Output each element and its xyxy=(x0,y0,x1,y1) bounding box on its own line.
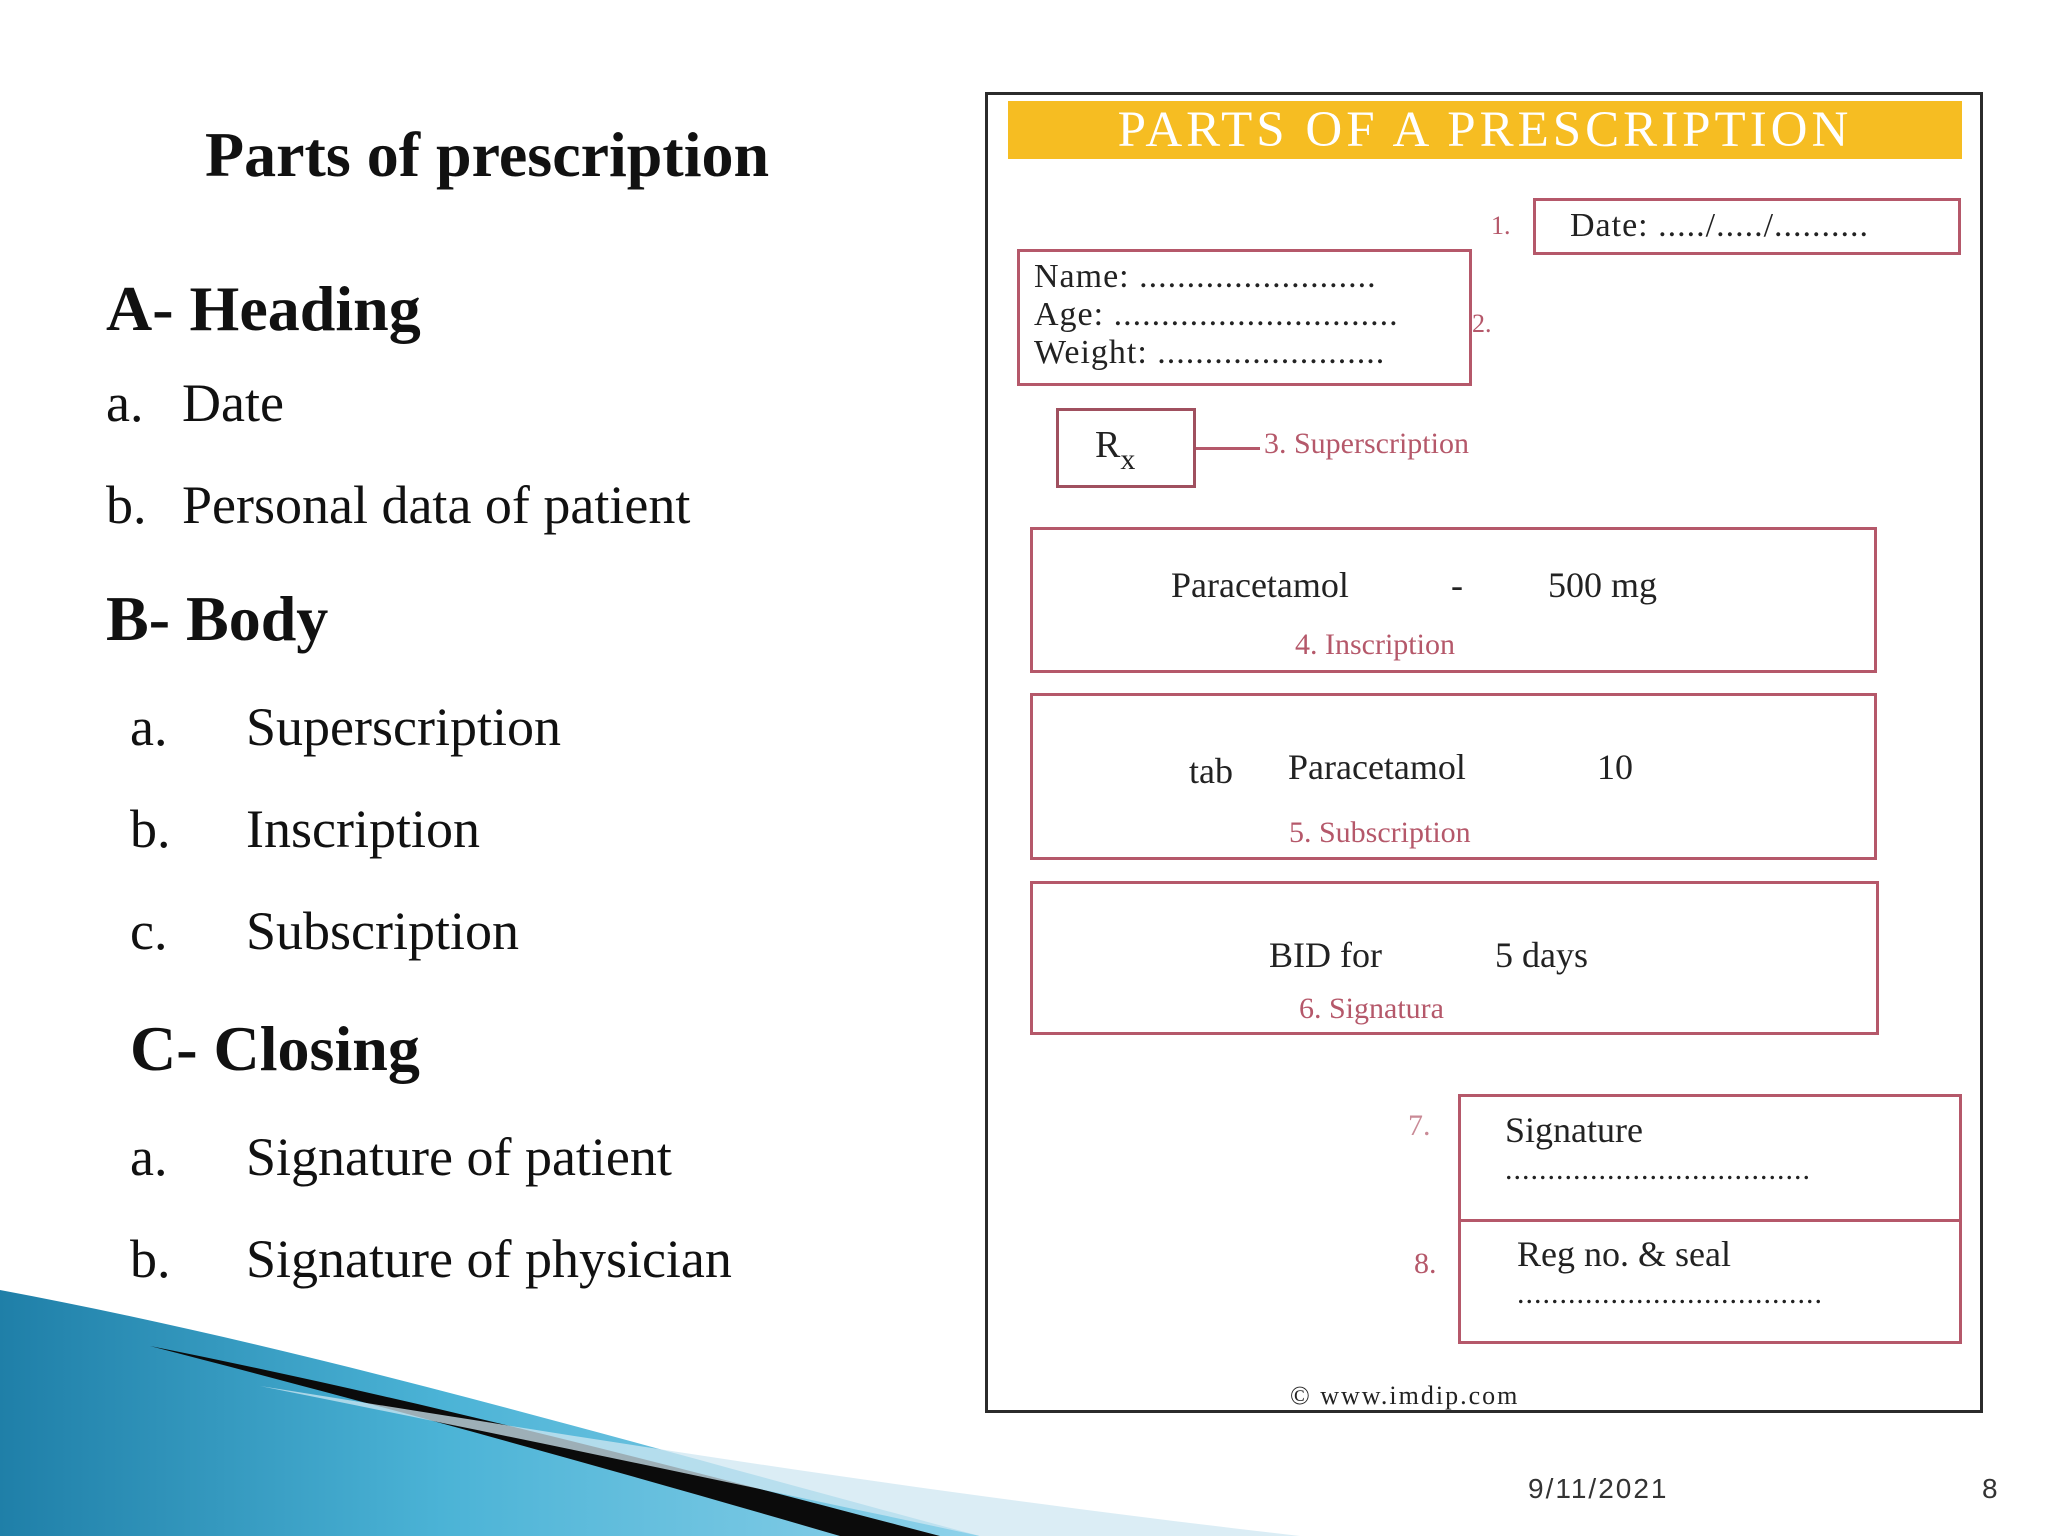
item-text: Signature of physician xyxy=(246,1229,732,1289)
patient-data-box xyxy=(1017,249,1472,386)
age-field: Age: .............................. xyxy=(1034,296,1399,333)
rx-connector-line xyxy=(1196,447,1260,450)
subscription-box xyxy=(1030,693,1877,860)
signature-number: 7. xyxy=(1408,1109,1431,1142)
decorative-swoosh xyxy=(0,1290,1300,1536)
subscription-drug: Paracetamol xyxy=(1288,747,1466,787)
inscription-box xyxy=(1030,527,1877,673)
rx-symbol xyxy=(1095,423,1136,476)
prescription-figure xyxy=(985,92,1983,1413)
reg-number: 8. xyxy=(1414,1247,1437,1280)
item-letter: b. xyxy=(106,475,147,535)
item-letter: a. xyxy=(130,1127,168,1187)
rx-box xyxy=(1056,408,1196,488)
section-heading-title: A- Heading xyxy=(106,273,421,344)
body-item-superscription xyxy=(130,696,561,758)
item-letter: c. xyxy=(130,901,168,961)
inscription-dash: - xyxy=(1451,565,1463,605)
item-letter: b. xyxy=(130,799,171,859)
item-text: Superscription xyxy=(246,697,561,757)
inscription-dose: 500 mg xyxy=(1548,565,1658,605)
figure-banner: PARTS OF A PRESCRIPTION xyxy=(1008,101,1962,159)
rx-x: x xyxy=(1120,443,1136,476)
body-item-subscription xyxy=(130,900,519,962)
signatura-box xyxy=(1030,881,1879,1035)
name-field: Name: ......................... xyxy=(1034,258,1377,295)
closing-box xyxy=(1458,1094,1962,1344)
reg-seal-dots: .................................... xyxy=(1517,1277,1823,1310)
body-item-inscription xyxy=(130,798,480,860)
subscription-label: 5. Subscription xyxy=(1289,816,1471,849)
figure-credit: © www.imdip.com xyxy=(1290,1381,1520,1410)
inscription-label: 4. Inscription xyxy=(1295,628,1455,661)
signature-label: Signature xyxy=(1505,1110,1643,1150)
closing-item-patient-signature xyxy=(130,1126,672,1188)
signature-dots: .................................... xyxy=(1505,1153,1811,1186)
item-letter: a. xyxy=(130,697,168,757)
signatura-label: 6. Signatura xyxy=(1299,992,1444,1025)
heading-item-personal-data xyxy=(106,474,690,536)
subscription-quantity: 10 xyxy=(1597,747,1633,787)
signatura-frequency: BID for xyxy=(1269,935,1382,975)
item-text: Subscription xyxy=(246,901,520,961)
personal-data-number: 2. xyxy=(1472,309,1492,338)
item-letter: a. xyxy=(106,373,144,433)
item-text: Date xyxy=(182,373,284,433)
subscription-form: tab xyxy=(1189,751,1233,791)
inscription-drug: Paracetamol xyxy=(1171,565,1349,605)
page-number: 8 xyxy=(1982,1473,1998,1504)
section-closing-title: C- Closing xyxy=(130,1013,420,1084)
footer-date: 9/11/2021 xyxy=(1528,1473,1669,1504)
signatura-duration: 5 days xyxy=(1495,935,1588,975)
closing-divider xyxy=(1461,1219,1959,1222)
item-text: Signature of patient xyxy=(246,1127,672,1187)
section-body-title: B- Body xyxy=(106,583,329,654)
date-field: Date: ...../...../.......... xyxy=(1570,207,1870,244)
superscription-label: 3. Superscription xyxy=(1264,427,1469,460)
item-text: Inscription xyxy=(246,799,480,859)
rx-r: R xyxy=(1095,424,1121,466)
date-number: 1. xyxy=(1491,211,1511,240)
item-text: Personal data of patient xyxy=(182,475,691,535)
weight-field: Weight: ........................ xyxy=(1034,334,1386,371)
heading-item-date xyxy=(106,372,284,434)
slide-title: Parts of prescription xyxy=(205,119,770,190)
item-letter: b. xyxy=(130,1229,171,1289)
closing-item-physician-signature xyxy=(130,1228,732,1290)
date-box xyxy=(1533,198,1961,255)
reg-seal-label: Reg no. & seal xyxy=(1517,1234,1731,1274)
